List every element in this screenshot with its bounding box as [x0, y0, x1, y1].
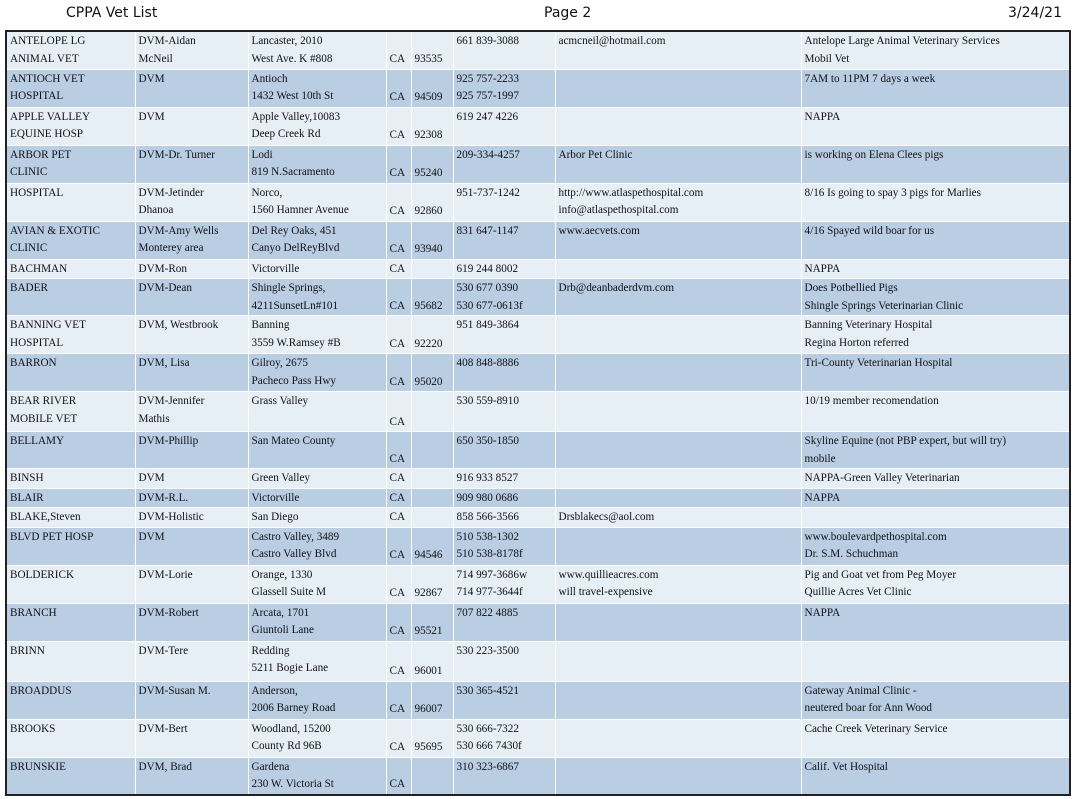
- contact-cell: [555, 469, 801, 489]
- zip-cell: 92860: [411, 183, 453, 221]
- address-cell: Apple Valley,10083 Deep Creek Rd: [248, 107, 386, 145]
- contact-cell: [555, 316, 801, 354]
- phone-cell: 831 647-1147: [453, 221, 555, 259]
- phone-cell: 619 244 8002: [453, 259, 555, 279]
- zip-cell: 95682: [411, 279, 453, 316]
- contact-cell: [555, 603, 801, 641]
- phone-cell: 530 666-7322 530 666 7430f: [453, 719, 555, 757]
- contact-cell: Arbor Pet Clinic: [555, 145, 801, 183]
- state-cell: CA: [386, 259, 411, 279]
- zip-cell: [411, 508, 453, 528]
- zip-cell: 96007: [411, 681, 453, 719]
- clinic-name-cell: BADER: [6, 279, 135, 316]
- contact-cell: [555, 488, 801, 508]
- notes-cell: [801, 641, 1070, 681]
- table-row: [6, 432, 1070, 469]
- state-cell: CA: [386, 508, 411, 528]
- phone-cell: 530 559-8910: [453, 392, 555, 432]
- table-row: [6, 221, 1070, 259]
- zip-cell: [411, 757, 453, 795]
- address-cell: Gilroy, 2675 Pacheco Pass Hwy: [248, 354, 386, 392]
- address-cell: Del Rey Oaks, 451 Canyo DelReyBlvd: [248, 221, 386, 259]
- zip-cell: [411, 432, 453, 469]
- zip-cell: 92867: [411, 565, 453, 603]
- address-cell: Lodi 819 N.Sacramento: [248, 145, 386, 183]
- address-cell: Green Valley: [248, 469, 386, 489]
- table-row: [6, 565, 1070, 603]
- clinic-name-cell: ANTIOCH VET HOSPITAL: [6, 69, 135, 107]
- vet-name-cell: DVM-Bert: [135, 719, 248, 757]
- table-row: [6, 719, 1070, 757]
- notes-cell: Antelope Large Animal Veterinary Services Mobil Vet: [801, 31, 1070, 69]
- table-row: [6, 279, 1070, 316]
- address-cell: Banning 3559 W.Ramsey #B: [248, 316, 386, 354]
- clinic-name-cell: BANNING VET HOSPITAL: [6, 316, 135, 354]
- clinic-name-cell: BEAR RIVER MOBILE VET: [6, 392, 135, 432]
- vet-name-cell: DVM-Dean: [135, 279, 248, 316]
- document-date: 3/24/21: [1008, 5, 1062, 21]
- contact-cell: [555, 681, 801, 719]
- address-cell: Redding 5211 Bogie Lane: [248, 641, 386, 681]
- table-row: [6, 31, 1070, 69]
- zip-cell: 94509: [411, 69, 453, 107]
- vet-name-cell: DVM-Amy Wells Monterey area: [135, 221, 248, 259]
- phone-cell: 209-334-4257: [453, 145, 555, 183]
- clinic-name-cell: BACHMAN: [6, 259, 135, 279]
- zip-cell: 95695: [411, 719, 453, 757]
- zip-cell: 93940: [411, 221, 453, 259]
- table-row: [6, 183, 1070, 221]
- vet-name-cell: DVM-Aidan McNeil: [135, 31, 248, 69]
- vet-name-cell: DVM-Jennifer Mathis: [135, 392, 248, 432]
- table-row: [6, 145, 1070, 183]
- address-cell: Woodland, 15200 County Rd 96B: [248, 719, 386, 757]
- contact-cell: [555, 69, 801, 107]
- address-cell: Lancaster, 2010 West Ave. K #808: [248, 31, 386, 69]
- phone-cell: 916 933 8527: [453, 469, 555, 489]
- notes-cell: Does Potbellied Pigs Shingle Springs Veterinarian Clinic: [801, 279, 1070, 316]
- phone-cell: 909 980 0686: [453, 488, 555, 508]
- contact-cell: [555, 259, 801, 279]
- clinic-name-cell: BLAKE,Steven: [6, 508, 135, 528]
- state-cell: CA: [386, 392, 411, 432]
- state-cell: CA: [386, 603, 411, 641]
- clinic-name-cell: ARBOR PET CLINIC: [6, 145, 135, 183]
- page-number: Page 2: [544, 5, 592, 21]
- contact-cell: Drsblakecs@aol.com: [555, 508, 801, 528]
- zip-cell: [411, 469, 453, 489]
- table-row: [6, 354, 1070, 392]
- state-cell: CA: [386, 641, 411, 681]
- phone-cell: 408 848-8886: [453, 354, 555, 392]
- address-cell: Castro Valley, 3489 Castro Valley Blvd: [248, 527, 386, 565]
- contact-cell: [555, 354, 801, 392]
- vet-list-body: [6, 31, 1070, 795]
- phone-cell: 714 997-3686w 714 977-3644f: [453, 565, 555, 603]
- table-row: [6, 107, 1070, 145]
- contact-cell: www.aecvets.com: [555, 221, 801, 259]
- zip-cell: 95020: [411, 354, 453, 392]
- state-cell: CA: [386, 145, 411, 183]
- vet-name-cell: DVM: [135, 527, 248, 565]
- clinic-name-cell: BRINN: [6, 641, 135, 681]
- zip-cell: 94546: [411, 527, 453, 565]
- notes-cell: [801, 508, 1070, 528]
- zip-cell: 93535: [411, 31, 453, 69]
- clinic-name-cell: BROOKS: [6, 719, 135, 757]
- phone-cell: 925 757-2233 925 757-1997: [453, 69, 555, 107]
- address-cell: San Mateo County: [248, 432, 386, 469]
- contact-cell: [555, 641, 801, 681]
- notes-cell: NAPPA-Green Valley Veterinarian: [801, 469, 1070, 489]
- state-cell: CA: [386, 221, 411, 259]
- contact-cell: [555, 107, 801, 145]
- notes-cell: NAPPA: [801, 259, 1070, 279]
- state-cell: CA: [386, 31, 411, 69]
- vet-name-cell: DVM-Lorie: [135, 565, 248, 603]
- address-cell: Anderson, 2006 Barney Road: [248, 681, 386, 719]
- notes-cell: Gateway Animal Clinic - neutered boar for Ann Wood: [801, 681, 1070, 719]
- vet-name-cell: DVM, Lisa: [135, 354, 248, 392]
- notes-cell: Cache Creek Veterinary Service: [801, 719, 1070, 757]
- contact-cell: Drb@deanbaderdvm.com: [555, 279, 801, 316]
- state-cell: CA: [386, 316, 411, 354]
- zip-cell: [411, 392, 453, 432]
- address-cell: Victorville: [248, 488, 386, 508]
- state-cell: CA: [386, 107, 411, 145]
- zip-cell: 96001: [411, 641, 453, 681]
- address-cell: Norco, 1560 Hamner Avenue: [248, 183, 386, 221]
- phone-cell: 619 247 4226: [453, 107, 555, 145]
- state-cell: CA: [386, 354, 411, 392]
- clinic-name-cell: ANTELOPE LG ANIMAL VET: [6, 31, 135, 69]
- clinic-name-cell: APPLE VALLEY EQUINE HOSP: [6, 107, 135, 145]
- phone-cell: 530 223-3500: [453, 641, 555, 681]
- vet-name-cell: DVM-Susan M.: [135, 681, 248, 719]
- notes-cell: Calif. Vet Hospital: [801, 757, 1070, 795]
- state-cell: CA: [386, 527, 411, 565]
- contact-cell: www.quillieacres.com will travel-expensive: [555, 565, 801, 603]
- address-cell: Gardena 230 W. Victoria St: [248, 757, 386, 795]
- phone-cell: 707 822 4885: [453, 603, 555, 641]
- vet-name-cell: DVM-Phillip: [135, 432, 248, 469]
- table-row: [6, 527, 1070, 565]
- state-cell: CA: [386, 757, 411, 795]
- table-row: [6, 641, 1070, 681]
- clinic-name-cell: BELLAMY: [6, 432, 135, 469]
- vet-name-cell: DVM, Brad: [135, 757, 248, 795]
- contact-cell: [555, 719, 801, 757]
- phone-cell: 310 323-6867: [453, 757, 555, 795]
- zip-cell: [411, 259, 453, 279]
- notes-cell: NAPPA: [801, 107, 1070, 145]
- state-cell: CA: [386, 565, 411, 603]
- vet-name-cell: DVM: [135, 469, 248, 489]
- vet-name-cell: DVM-Holistic: [135, 508, 248, 528]
- state-cell: CA: [386, 681, 411, 719]
- contact-cell: [555, 432, 801, 469]
- notes-cell: is working on Elena Clees pigs: [801, 145, 1070, 183]
- vet-name-cell: DVM: [135, 69, 248, 107]
- notes-cell: Tri-County Veterinarian Hospital: [801, 354, 1070, 392]
- address-cell: San Diego: [248, 508, 386, 528]
- state-cell: CA: [386, 488, 411, 508]
- notes-cell: www.boulevardpethospital.com Dr. S.M. Schuchman: [801, 527, 1070, 565]
- state-cell: CA: [386, 69, 411, 107]
- phone-cell: 951 849-3864: [453, 316, 555, 354]
- table-row: [6, 681, 1070, 719]
- clinic-name-cell: BARRON: [6, 354, 135, 392]
- contact-cell: acmcneil@hotmail.com: [555, 31, 801, 69]
- phone-cell: 510 538-1302 510 538-8178f: [453, 527, 555, 565]
- phone-cell: 858 566-3566: [453, 508, 555, 528]
- zip-cell: 92220: [411, 316, 453, 354]
- vet-name-cell: DVM-R.L.: [135, 488, 248, 508]
- phone-cell: 661 839-3088: [453, 31, 555, 69]
- state-cell: CA: [386, 469, 411, 489]
- notes-cell: Pig and Goat vet from Peg Moyer Quillie Acres Vet Clinic: [801, 565, 1070, 603]
- contact-cell: http://www.atlaspethospital.com info@atlaspethospital.com: [555, 183, 801, 221]
- contact-cell: [555, 757, 801, 795]
- table-row: [6, 488, 1070, 508]
- notes-cell: 7AM to 11PM 7 days a week: [801, 69, 1070, 107]
- table-row: [6, 603, 1070, 641]
- document-title: CPPA Vet List: [66, 5, 158, 21]
- table-row: [6, 757, 1070, 795]
- clinic-name-cell: BLAIR: [6, 488, 135, 508]
- zip-cell: [411, 488, 453, 508]
- clinic-name-cell: AVIAN & EXOTIC CLINIC: [6, 221, 135, 259]
- clinic-name-cell: BRANCH: [6, 603, 135, 641]
- page-header: [0, 0, 1076, 28]
- address-cell: Grass Valley: [248, 392, 386, 432]
- phone-cell: 530 365-4521: [453, 681, 555, 719]
- state-cell: CA: [386, 432, 411, 469]
- address-cell: Antioch 1432 West 10th St: [248, 69, 386, 107]
- state-cell: CA: [386, 719, 411, 757]
- contact-cell: [555, 527, 801, 565]
- vet-name-cell: DVM-Tere: [135, 641, 248, 681]
- contact-cell: [555, 392, 801, 432]
- address-cell: Arcata, 1701 Giuntoli Lane: [248, 603, 386, 641]
- phone-cell: 951-737-1242: [453, 183, 555, 221]
- vet-name-cell: DVM-Ron: [135, 259, 248, 279]
- table-row: [6, 508, 1070, 528]
- notes-cell: 10/19 member recomendation: [801, 392, 1070, 432]
- table-row: [6, 69, 1070, 107]
- address-cell: Victorville: [248, 259, 386, 279]
- vet-name-cell: DVM, Westbrook: [135, 316, 248, 354]
- clinic-name-cell: BROADDUS: [6, 681, 135, 719]
- zip-cell: 92308: [411, 107, 453, 145]
- state-cell: CA: [386, 279, 411, 316]
- clinic-name-cell: BRUNSKIE: [6, 757, 135, 795]
- notes-cell: 4/16 Spayed wild boar for us: [801, 221, 1070, 259]
- table-row: [6, 392, 1070, 432]
- vet-name-cell: DVM-Dr. Turner: [135, 145, 248, 183]
- clinic-name-cell: BLVD PET HOSP: [6, 527, 135, 565]
- address-cell: Shingle Springs, 4211SunsetLn#101: [248, 279, 386, 316]
- phone-cell: 650 350-1850: [453, 432, 555, 469]
- phone-cell: 530 677 0390 530 677-0613f: [453, 279, 555, 316]
- notes-cell: NAPPA: [801, 488, 1070, 508]
- notes-cell: 8/16 Is going to spay 3 pigs for Marlies: [801, 183, 1070, 221]
- zip-cell: 95240: [411, 145, 453, 183]
- zip-cell: 95521: [411, 603, 453, 641]
- table-row: [6, 259, 1070, 279]
- vet-name-cell: DVM: [135, 107, 248, 145]
- table-row: [6, 469, 1070, 489]
- vet-list-table: [5, 30, 1071, 796]
- notes-cell: Banning Veterinary Hospital Regina Horton referred: [801, 316, 1070, 354]
- table-row: [6, 316, 1070, 354]
- clinic-name-cell: BOLDERICK: [6, 565, 135, 603]
- clinic-name-cell: HOSPITAL: [6, 183, 135, 221]
- notes-cell: NAPPA: [801, 603, 1070, 641]
- vet-name-cell: DVM-Jetinder Dhanoa: [135, 183, 248, 221]
- clinic-name-cell: BINSH: [6, 469, 135, 489]
- state-cell: CA: [386, 183, 411, 221]
- address-cell: Orange, 1330 Glassell Suite M: [248, 565, 386, 603]
- vet-name-cell: DVM-Robert: [135, 603, 248, 641]
- notes-cell: Skyline Equine (not PBP expert, but will try) mobile: [801, 432, 1070, 469]
